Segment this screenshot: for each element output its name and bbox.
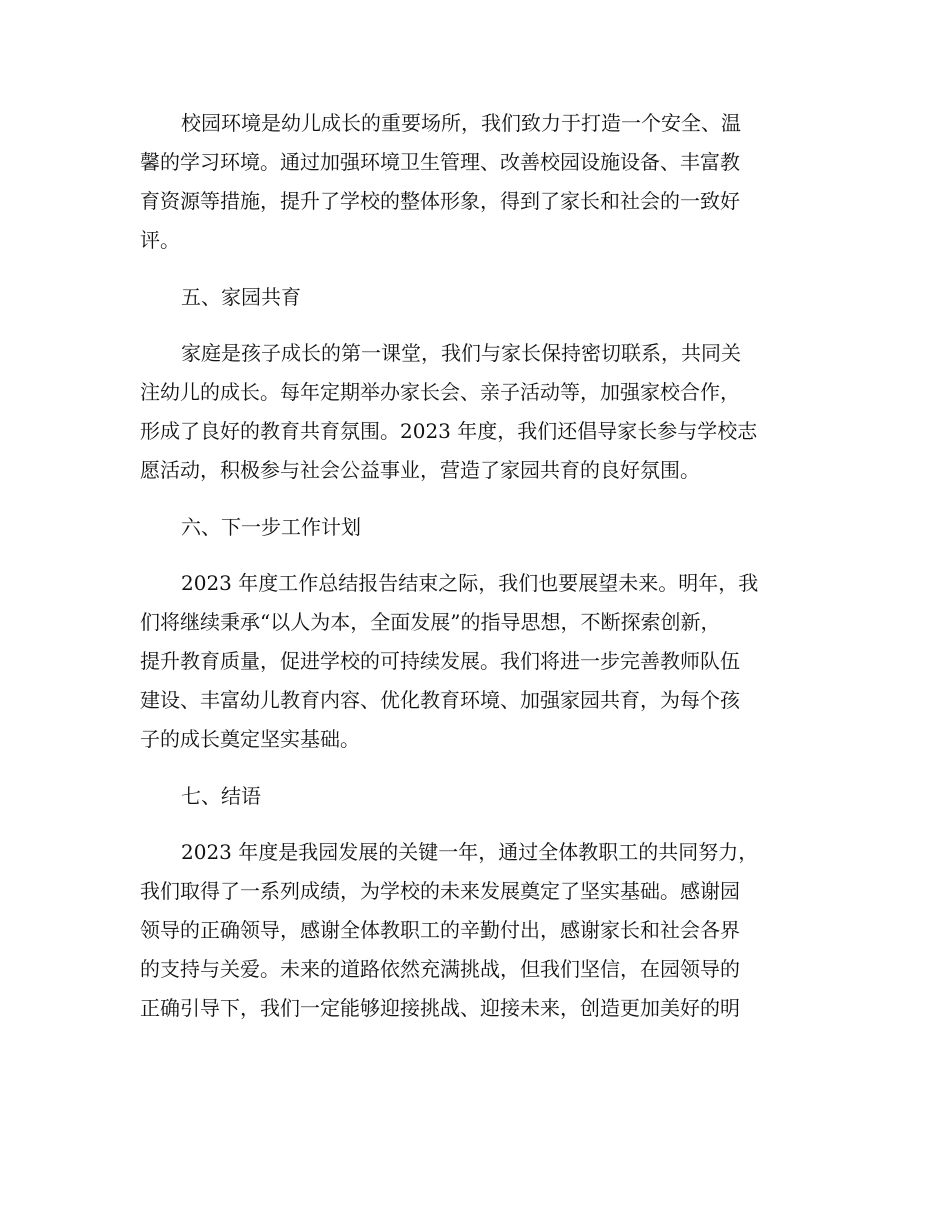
text-line: 子的成长奠定坚实基础。 — [140, 727, 360, 751]
text-line: 馨的学习环境。通过加强环境卫生管理、改善校园设施设备、丰富教 — [140, 150, 740, 174]
text-line: 正确引导下，我们一定能够迎接挑战、迎接未来，创造更加美好的明 — [140, 996, 740, 1020]
section-heading-next-plan: 六、下一步工作计划 — [181, 515, 361, 539]
text-line: 的支持与关爱。未来的道路依然充满挑战，但我们坚信，在园领导的 — [140, 957, 740, 981]
text-line: 建设、丰富幼儿教育内容、优化教育环境、加强家园共育，为每个孩 — [140, 688, 740, 712]
text-line: 2023 年度工作总结报告结束之际，我们也要展望未来。明年，我 — [181, 571, 759, 595]
text-line: 校园环境是幼儿成长的重要场所，我们致力于打造一个安全、温 — [181, 111, 741, 135]
paragraph-conclusion — [140, 833, 816, 1028]
text-line: 我们取得了一系列成绩，为学校的未来发展奠定了坚实基础。感谢园 — [140, 879, 740, 903]
text-line: 形成了良好的教育共育氛围。2023 年度，我们还倡导家长参与学校志 — [140, 419, 758, 443]
text-line: 评。 — [140, 228, 180, 252]
text-line: 注幼儿的成长。每年定期举办家长会、亲子活动等，加强家校合作， — [140, 380, 740, 404]
text-line: 家庭是孩子成长的第一课堂，我们与家长保持密切联系，共同关 — [181, 341, 741, 365]
paragraph-next-plan — [140, 564, 816, 759]
section-heading-conclusion: 七、结语 — [181, 784, 261, 808]
text-line: 育资源等措施，提升了学校的整体形象，得到了家长和社会的一致好 — [140, 189, 740, 213]
text-line: 们将继续秉承“以人为本，全面发展”的指导思想，不断探索创新， — [140, 610, 721, 634]
paragraph-campus-environment — [140, 104, 816, 260]
text-line: 领导的正确领导，感谢全体教职工的辛勤付出，感谢家长和社会各界 — [140, 918, 740, 942]
paragraph-home-school — [140, 334, 816, 490]
text-line: 愿活动，积极参与社会公益事业，营造了家园共育的良好氛围。 — [140, 458, 700, 482]
section-heading-home-school: 五、家园共育 — [181, 285, 301, 309]
document-page — [140, 104, 816, 1028]
text-line: 提升教育质量，促进学校的可持续发展。我们将进一步完善教师队伍 — [140, 649, 740, 673]
text-line: 2023 年度是我园发展的关键一年，通过全体教职工的共同努力， — [181, 840, 759, 864]
